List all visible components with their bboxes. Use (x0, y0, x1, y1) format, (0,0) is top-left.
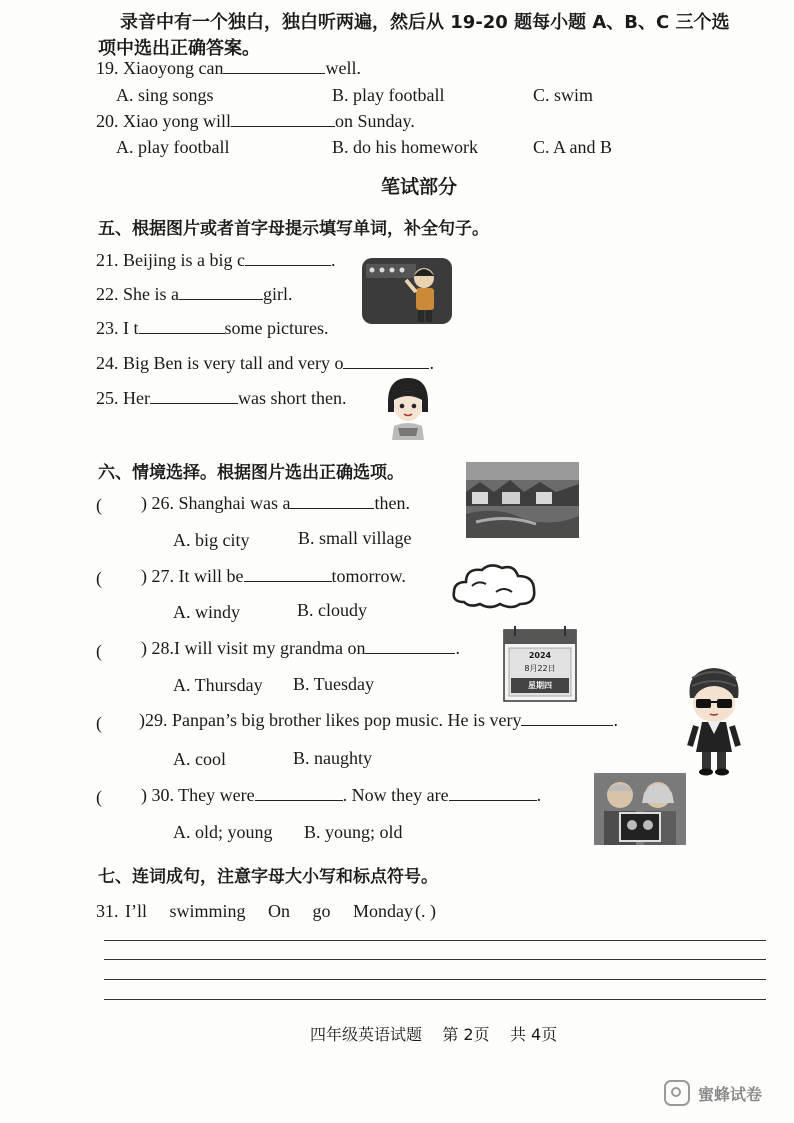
q31-word-5: Monday (353, 901, 414, 921)
question-26 (141, 493, 410, 514)
q27-suffix: tomorrow. (331, 566, 406, 586)
q30-suffix: . (536, 785, 542, 805)
watermark-text: 蜜蜂试卷 (698, 1084, 763, 1104)
q31-number: 31. (96, 901, 119, 921)
section5-heading: 五、根据图片或者首字母提示填写单词，补全句子。 (98, 219, 489, 239)
question-19 (96, 58, 361, 79)
q29-blank[interactable] (521, 710, 613, 726)
q23-prefix: 23. I t (96, 318, 139, 338)
q29-option-a: A. cool (173, 749, 226, 769)
calendar-year: 2024 (528, 651, 552, 660)
q28-suffix: . (455, 638, 460, 658)
blackboard-drawing-picture (362, 258, 452, 324)
q30-answer-paren-open: ( (96, 787, 102, 807)
question-31 (96, 901, 436, 922)
q29-option-b: B. naughty (293, 748, 372, 768)
watermark-logo-icon (664, 1080, 690, 1106)
question-20 (96, 111, 415, 132)
section6-heading: 六、情境选择。根据图片选出正确选项。 (98, 463, 404, 483)
q19-suffix: well. (325, 58, 361, 78)
question-21 (96, 250, 335, 271)
q28-option-a: A. Thursday (173, 675, 263, 695)
q31-word-6: (. ) (415, 901, 437, 921)
writing-line-4[interactable] (104, 999, 766, 1000)
q31-word-4: go (312, 901, 331, 921)
q21-suffix: . (330, 250, 336, 270)
page-footer: 四年级英语试题 第 2页 共 4页 (310, 1025, 558, 1044)
q30-option-b: B. young; old (304, 822, 403, 842)
q27-answer-box[interactable] (118, 566, 138, 590)
calendar-picture (503, 626, 577, 702)
q26-answer-paren-open: ( (96, 495, 102, 515)
q20-option-a: A. play football (116, 137, 230, 157)
q26-prefix: 26. Shanghai was a (151, 493, 291, 513)
q20-suffix: on Sunday. (335, 111, 415, 131)
question-25 (96, 388, 346, 409)
q20-blank[interactable] (231, 111, 335, 127)
q22-blank[interactable] (179, 284, 263, 300)
listening-instruction-line2: 项中选出正确答案。 (98, 38, 260, 59)
q26-suffix: then. (374, 493, 410, 513)
question-29 (139, 710, 618, 731)
q19-prefix: 19. Xiaoyong can (96, 58, 224, 78)
q22-suffix: girl. (263, 284, 293, 304)
question-22 (96, 284, 293, 305)
q29-answer-paren-open: ( (96, 713, 102, 733)
calendar-weekday: 星期四 (528, 681, 552, 690)
q27-answer-paren-open: ( (96, 568, 102, 588)
q27-option-a: A. windy (173, 602, 240, 622)
q27-paren-close: ) (141, 566, 147, 586)
q26-blank[interactable] (290, 493, 374, 509)
q26-answer-box[interactable] (118, 493, 138, 517)
q29-paren-close: ) (139, 710, 145, 730)
cool-boy-picture (682, 664, 746, 776)
question-28 (141, 638, 460, 659)
q29-suffix: . (613, 710, 618, 730)
q25-blank[interactable] (150, 388, 238, 404)
q22-prefix: 22. She is a (96, 284, 179, 304)
q30-paren-close: ) (141, 785, 147, 805)
listening-instruction-line1: 录音中有一个独白，独白听两遍，然后从 19-20 题每小题 A、B、C 三个选 (120, 12, 730, 33)
q30-prefix: 30. They were (151, 785, 255, 805)
q24-suffix: . (429, 353, 434, 373)
q19-option-a: A. sing songs (116, 85, 214, 105)
written-part-title: 笔试部分 (381, 176, 458, 198)
q26-option-a: A. big city (173, 530, 250, 550)
q21-prefix: 21. Beijing is a big c (96, 250, 245, 270)
q23-suffix: some pictures. (224, 318, 329, 338)
q24-blank[interactable] (343, 353, 429, 369)
q30-middle: . Now they are (342, 785, 449, 805)
q28-answer-paren-open: ( (96, 641, 102, 661)
q28-blank[interactable] (365, 638, 455, 654)
writing-line-2[interactable] (104, 959, 766, 960)
q31-word-1: I’ll (125, 901, 147, 921)
q28-option-b: B. Tuesday (293, 674, 375, 694)
q28-paren-close: ) (141, 638, 147, 658)
q29-answer-box[interactable] (118, 711, 138, 735)
writing-line-3[interactable] (104, 979, 766, 980)
q19-option-c: C. swim (533, 85, 594, 105)
q28-prefix: 28.I will visit my grandma on (151, 638, 366, 658)
calendar-date: 8月22日 (524, 664, 556, 673)
q27-blank[interactable] (244, 566, 332, 582)
q26-option-b: B. small village (298, 528, 412, 548)
question-27 (141, 566, 406, 587)
q26-paren-close: ) (141, 493, 147, 513)
q30-answer-box[interactable] (118, 785, 138, 809)
elderly-couple-picture (594, 773, 686, 845)
q21-blank[interactable] (245, 250, 331, 266)
village-picture (466, 462, 579, 538)
writing-line-1[interactable] (104, 940, 766, 941)
section7-heading: 七、连词成句，注意字母大小写和标点符号。 (98, 867, 438, 887)
q27-option-b: B. cloudy (297, 600, 367, 620)
q25-prefix: 25. Her (96, 388, 150, 408)
q31-word-2: swimming (169, 901, 246, 921)
q20-option-b: B. do his homework (332, 137, 478, 157)
q23-blank[interactable] (139, 318, 225, 334)
q29-prefix: 29. Panpan’s big brother likes pop music. He is very (145, 710, 522, 730)
cloud-icon (450, 562, 538, 610)
q30-blank-1[interactable] (255, 785, 343, 801)
q24-prefix: 24. Big Ben is very tall and very o (96, 353, 344, 373)
q20-option-c: C. A and B (533, 137, 613, 157)
q20-prefix: 20. Xiao yong will (96, 111, 231, 131)
question-24 (96, 353, 434, 374)
q19-option-b: B. play football (332, 85, 445, 105)
q30-blank-2[interactable] (449, 785, 537, 801)
short-hair-girl-picture (382, 376, 434, 440)
q31-word-3: On (268, 901, 291, 921)
question-23 (96, 318, 328, 339)
q19-blank[interactable] (223, 58, 325, 74)
q25-suffix: was short then. (237, 388, 347, 408)
q27-prefix: 27. It will be (151, 566, 244, 586)
watermark (664, 1080, 762, 1106)
q30-option-a: A. old; young (173, 822, 273, 842)
question-30 (141, 785, 541, 806)
q28-answer-box[interactable] (118, 639, 138, 663)
